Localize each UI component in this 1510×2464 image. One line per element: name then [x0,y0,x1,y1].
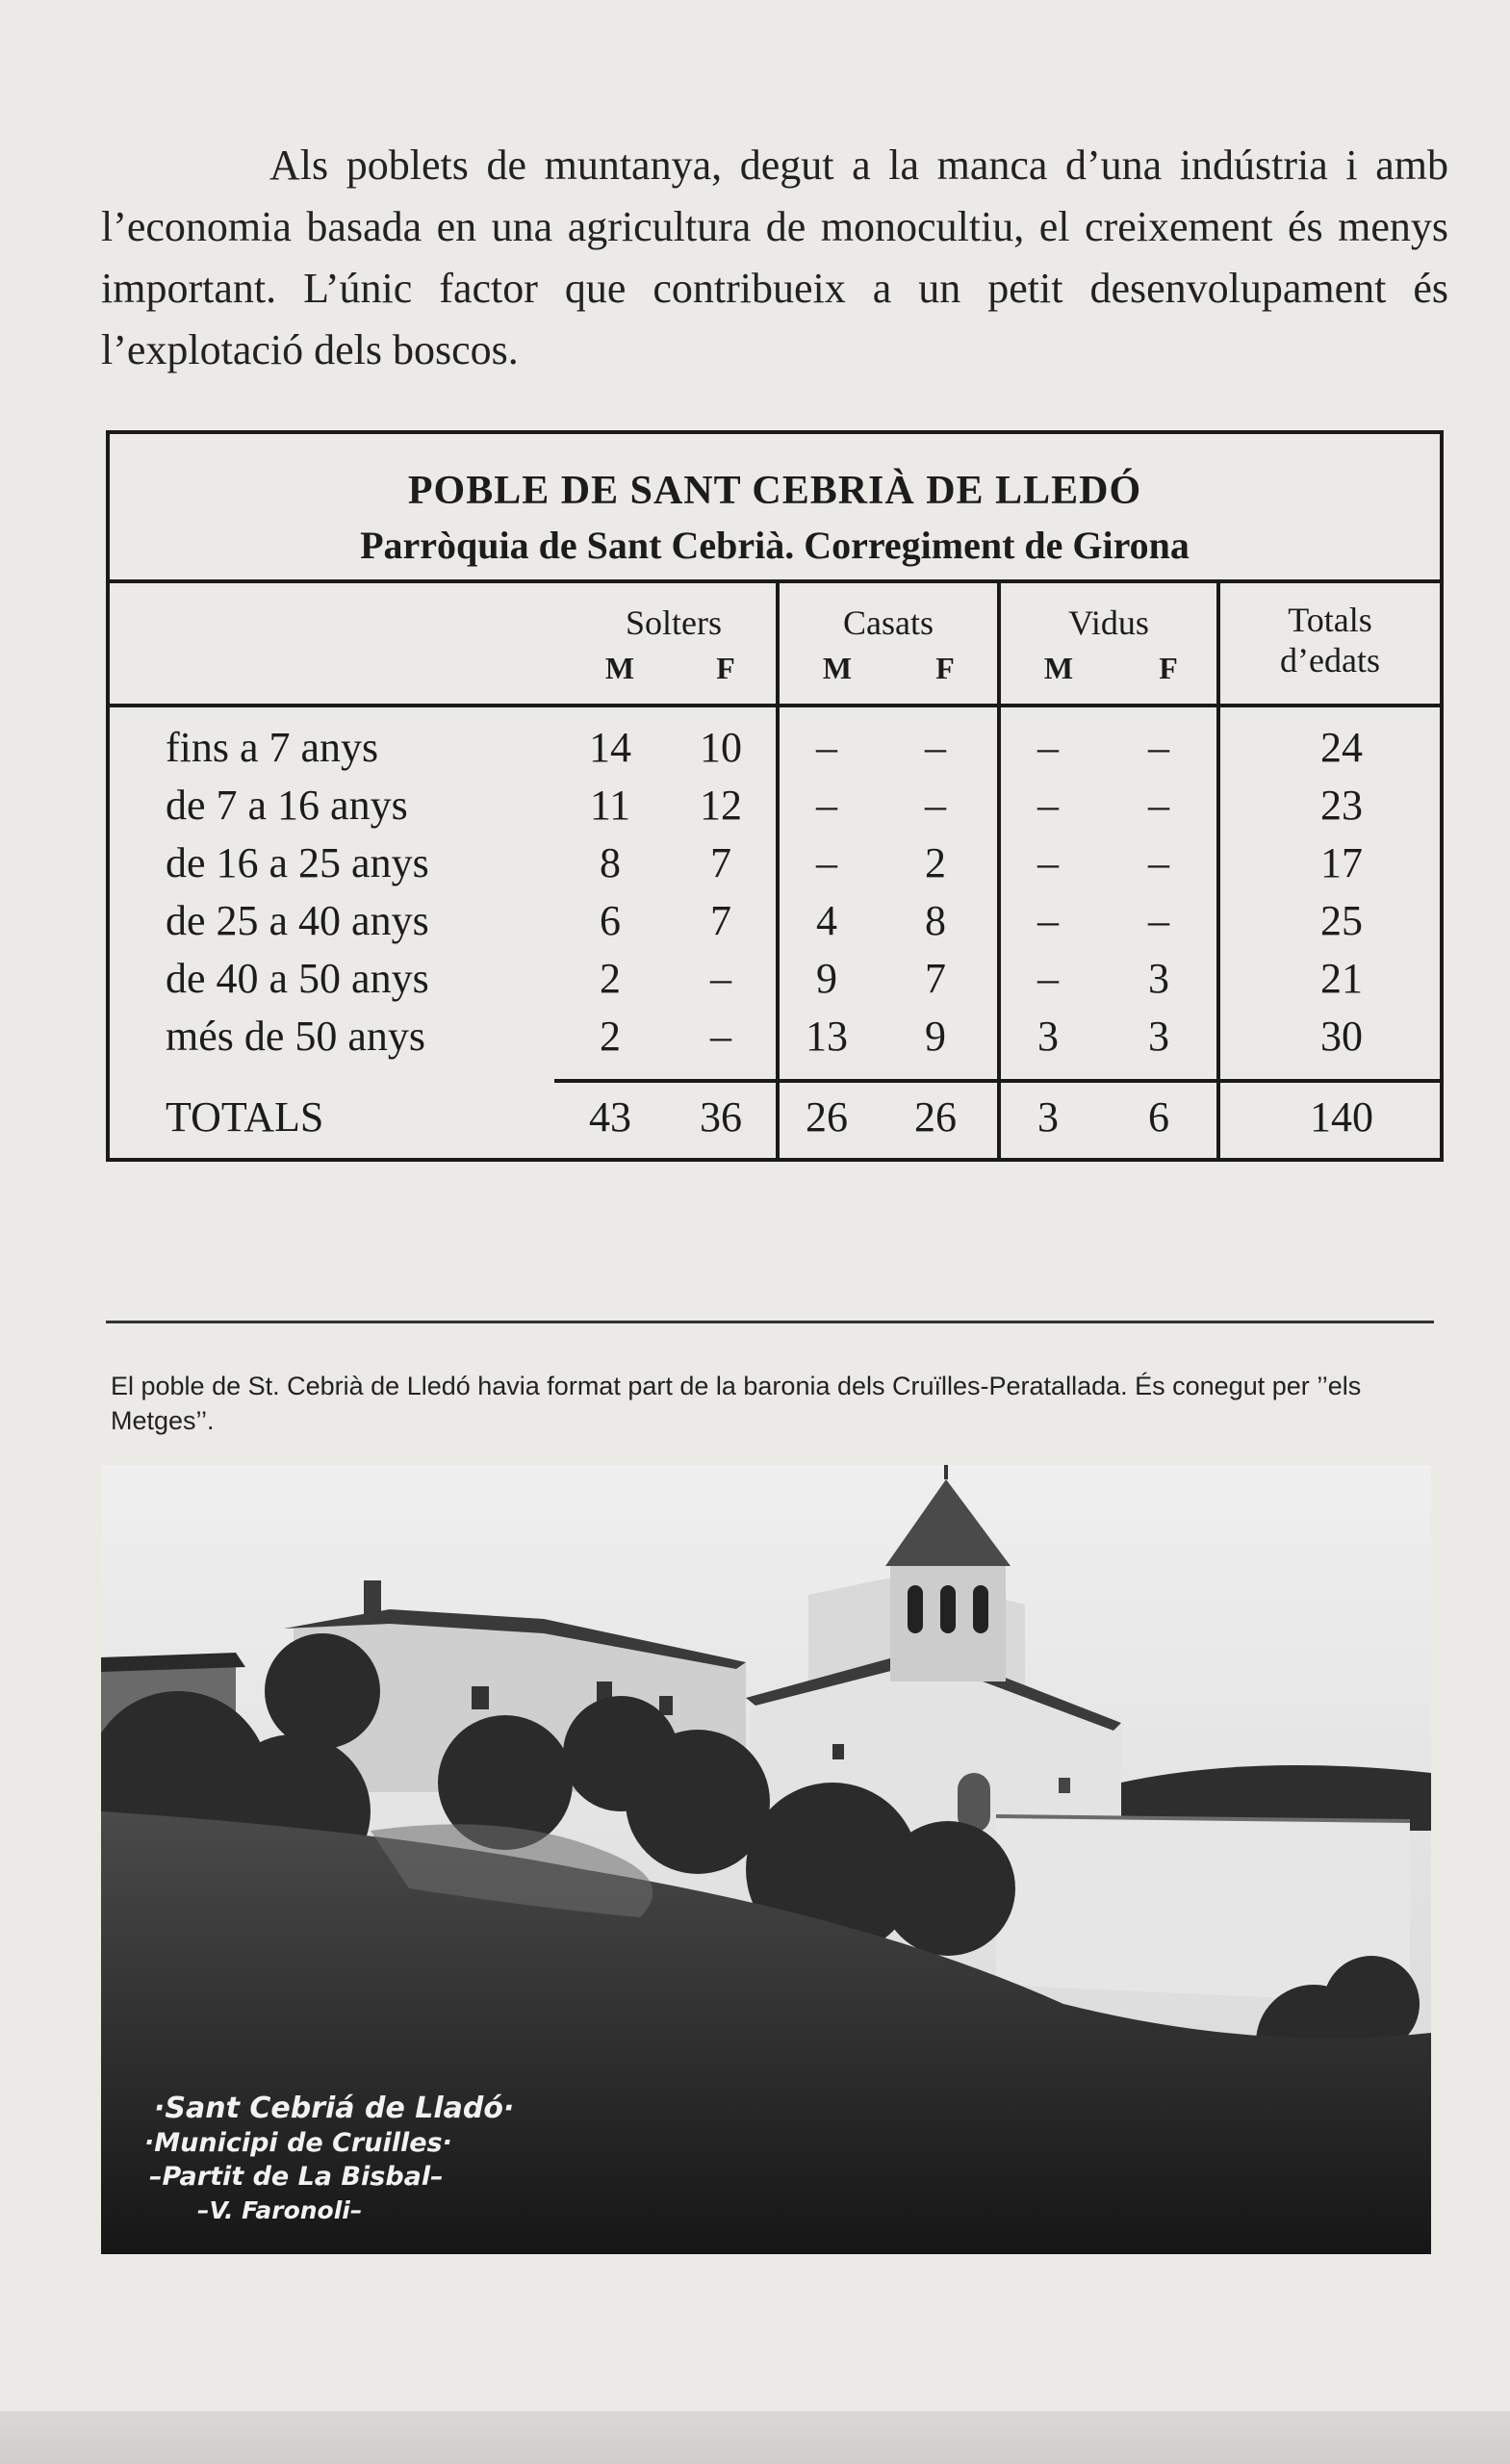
cell: – [710,955,731,1002]
row-total: 17 [1320,839,1363,886]
cell: – [1037,782,1059,829]
table-row [110,892,1440,950]
cell: – [1037,955,1059,1002]
cell: – [816,839,837,886]
table-row [110,1008,1440,1065]
cell: 26 [914,1093,957,1141]
cell: 9 [816,955,837,1002]
intro-paragraph [101,135,1448,381]
age-range-label: de 7 a 16 anys [166,782,408,829]
cell: 26 [806,1093,848,1141]
village-photo [101,1465,1431,2254]
column-header-rule [110,704,1440,707]
cell: 2 [925,839,946,886]
cell: 2 [600,955,621,1002]
totals-row [110,1089,1440,1146]
cell: – [1037,897,1059,944]
cell: 4 [816,897,837,944]
row-total: 24 [1320,724,1363,771]
inscription-line-3: –Partit de La Bisbal– [149,2162,444,2192]
table-title: POBLE DE SANT CEBRIÀ DE LLEDÓ [407,469,1142,513]
cell: – [710,1013,731,1060]
totals-rule [554,1079,1440,1083]
row-total: 30 [1320,1013,1363,1060]
group-casats: Casats [843,603,934,642]
cell: – [816,724,837,771]
age-range-label: de 16 a 25 anys [166,839,429,886]
cell: 6 [600,897,621,944]
cell: – [1148,839,1169,886]
cell: 6 [1148,1093,1169,1141]
row-total: 25 [1320,897,1363,944]
cell: 2 [600,1013,621,1060]
cell: 43 [589,1093,631,1141]
sex-label: F [935,651,955,685]
sex-label: F [1159,651,1178,685]
row-total: 23 [1320,782,1363,829]
inscription-line-2: ·Municipi de Cruilles· [144,2128,452,2158]
census-table [106,430,1444,1162]
section-rule [106,1321,1434,1323]
table-row [110,834,1440,892]
cell: 8 [600,839,621,886]
cell: – [1037,724,1059,771]
cell: 13 [806,1013,848,1060]
sex-label: M [1043,651,1074,685]
cell: 7 [710,897,731,944]
cell: 3 [1148,955,1169,1002]
cell: 11 [589,782,631,829]
age-range-label: de 40 a 50 anys [166,955,429,1002]
cell: 12 [700,782,742,829]
cell: – [925,782,946,829]
cell: 36 [700,1093,742,1141]
cell: 9 [925,1013,946,1060]
age-range-label: de 25 a 40 anys [166,897,429,944]
row-total: 21 [1320,955,1363,1002]
age-range-label: fins a 7 anys [166,724,379,771]
inscription-line-4: –V. Faronoli– [197,2196,363,2224]
totals-header-line-2: d’edats [1280,641,1380,680]
group-solters: Solters [625,603,722,642]
cell: – [925,724,946,771]
table-row [110,950,1440,1008]
table-subtitle: Parròquia de Sant Cebrià. Corregiment de Girona [360,524,1190,567]
age-range-label: més de 50 anys [166,1013,426,1060]
cell: 3 [1037,1093,1059,1141]
sex-label: M [604,651,635,685]
page-bottom-shadow [0,2411,1510,2464]
cell: 10 [700,724,742,771]
cell: 14 [589,724,631,771]
sex-label: F [716,651,735,685]
sex-label: M [822,651,853,685]
cell: 7 [710,839,731,886]
cell: 3 [1037,1013,1059,1060]
church-photograph [101,1465,1431,2254]
intro-text: Als poblets de muntanya, degut a la manca d’una indústria i amb l’economia basada en una agricultura de monocultiu, el creixement és menys important. L’únic factor que contribueix a un petit desenvolupament és l’explotació dels boscos. [101,141,1448,373]
photo-caption: El poble de St. Cebrià de Lledó havia format part de la baronia dels Cruïlles-Peratallada. És conegut per ’’els Metges’’. [111,1372,1362,1435]
cell: 3 [1148,1013,1169,1060]
cell: – [1148,782,1169,829]
cell: – [1148,724,1169,771]
group-totals [1220,600,1440,680]
table-row [110,777,1440,834]
table-row [110,719,1440,777]
group-vidus: Vidus [1068,603,1149,642]
cell: 7 [925,955,946,1002]
inscription-line-1: ·Sant Cebriá de Lladó· [154,2092,515,2125]
cell: – [1037,839,1059,886]
cell: – [1148,897,1169,944]
grand-total: 140 [1310,1093,1373,1141]
totals-label: TOTALS [166,1093,324,1141]
totals-header-line-1: Totals [1288,601,1372,639]
cell: 8 [925,897,946,944]
table-header [110,434,1440,583]
cell: – [816,782,837,829]
